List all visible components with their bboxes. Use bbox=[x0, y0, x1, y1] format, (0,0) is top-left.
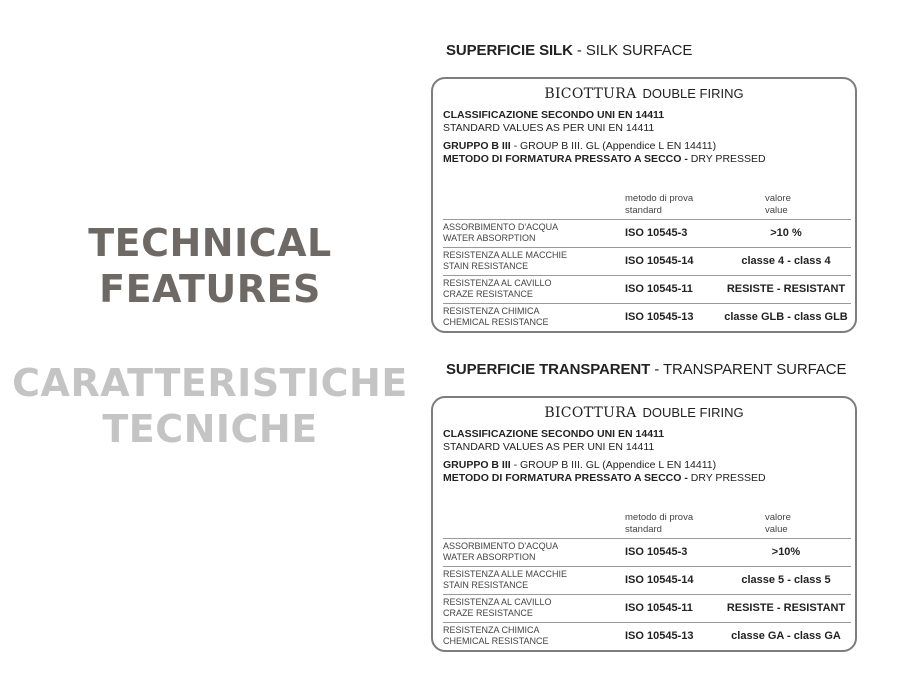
forming-method-label: METODO DI FORMATURA PRESSATO A SECCO - bbox=[443, 153, 688, 165]
row-value: classe GLB - class GLB bbox=[724, 311, 848, 323]
card-title bbox=[433, 404, 855, 422]
header-method bbox=[625, 512, 693, 536]
row-label-it: RESISTENZA AL CAVILLO bbox=[443, 597, 552, 607]
card-title-double-firing: DOUBLE FIRING bbox=[642, 405, 744, 420]
row-label-en: WATER ABSORPTION bbox=[443, 233, 536, 243]
method-line bbox=[443, 472, 845, 485]
card-title-bicottura: BICOTTURA bbox=[544, 405, 637, 421]
table-row bbox=[443, 594, 851, 622]
row-value: >10% bbox=[771, 546, 801, 558]
table-row bbox=[443, 622, 851, 650]
row-label-it: ASSORBIMENTO D'ACQUA bbox=[443, 541, 559, 551]
technical-features-line-2: FEATURES bbox=[99, 267, 321, 311]
silk-surface-heading bbox=[446, 42, 692, 59]
table-header bbox=[443, 191, 851, 219]
row-method: ISO 10545-14 bbox=[625, 574, 694, 586]
row-value: >10 % bbox=[770, 227, 802, 239]
caratteristiche-line-2: TECNICHE bbox=[102, 407, 318, 451]
row-label-it: RESISTENZA CHIMICA bbox=[443, 625, 540, 635]
row-label bbox=[443, 222, 558, 244]
technical-features-title bbox=[0, 220, 420, 312]
table-row bbox=[443, 275, 851, 303]
transparent-surface-heading bbox=[446, 361, 846, 378]
header-value-en: value bbox=[765, 205, 788, 216]
section-heading-bold: SUPERFICIE TRANSPARENT bbox=[446, 361, 651, 378]
table-row bbox=[443, 566, 851, 594]
header-method-it: metodo di prova bbox=[625, 512, 694, 523]
card-title bbox=[433, 85, 855, 103]
section-heading-bold: SUPERFICIE SILK bbox=[446, 42, 573, 59]
method-line bbox=[443, 153, 845, 166]
technical-features-line-1: TECHNICAL bbox=[88, 221, 332, 265]
header-value bbox=[765, 512, 791, 536]
row-label-it: RESISTENZA ALLE MACCHIE bbox=[443, 569, 568, 579]
header-method-en: standard bbox=[625, 205, 662, 216]
classification-title: CLASSIFICAZIONE SECONDO UNI EN 14411 bbox=[443, 109, 665, 121]
row-method: ISO 10545-3 bbox=[625, 227, 688, 239]
row-label-it: RESISTENZA AL CAVILLO bbox=[443, 278, 552, 288]
silk-surface-card bbox=[431, 77, 857, 333]
classification-block bbox=[433, 428, 855, 485]
caratteristiche-line-1: CARATTERISTICHE bbox=[12, 361, 408, 405]
card-title-double-firing: DOUBLE FIRING bbox=[642, 86, 744, 101]
header-value-en: value bbox=[765, 524, 788, 535]
row-label-en: CHEMICAL RESISTANCE bbox=[443, 317, 549, 327]
row-label-en: CHEMICAL RESISTANCE bbox=[443, 636, 549, 646]
caratteristiche-tecniche-title bbox=[0, 360, 420, 452]
forming-method-detail: DRY PRESSED bbox=[687, 472, 766, 484]
row-label-en: STAIN RESISTANCE bbox=[443, 261, 529, 271]
row-label-en: CRAZE RESISTANCE bbox=[443, 608, 533, 618]
row-value: classe GA - class GA bbox=[731, 630, 841, 642]
row-label bbox=[443, 597, 552, 619]
properties-table bbox=[443, 191, 851, 331]
row-label-en: STAIN RESISTANCE bbox=[443, 580, 529, 590]
row-value: RESISTE - RESISTANT bbox=[726, 602, 846, 614]
group-label: GRUPPO B III bbox=[443, 140, 511, 152]
table-row bbox=[443, 538, 851, 566]
section-heading-subtitle: - SILK SURFACE bbox=[572, 42, 693, 59]
row-label-it: ASSORBIMENTO D'ACQUA bbox=[443, 222, 559, 232]
row-method: ISO 10545-13 bbox=[625, 630, 694, 642]
row-label bbox=[443, 306, 549, 328]
row-method: ISO 10545-11 bbox=[625, 602, 693, 614]
row-label-it: RESISTENZA ALLE MACCHIE bbox=[443, 250, 568, 260]
forming-method-label: METODO DI FORMATURA PRESSATO A SECCO - bbox=[443, 472, 688, 484]
group-detail: - GROUP B III. GL (Appendice L EN 14411) bbox=[510, 459, 717, 471]
classification-block bbox=[433, 109, 855, 166]
properties-table bbox=[443, 510, 851, 650]
group-label: GRUPPO B III bbox=[443, 459, 511, 471]
classification-subtitle: STANDARD VALUES AS PER UNI EN 14411 bbox=[443, 122, 655, 134]
row-label bbox=[443, 278, 552, 300]
transparent-surface-card bbox=[431, 396, 857, 652]
group-line bbox=[443, 459, 845, 472]
row-label-en: CRAZE RESISTANCE bbox=[443, 289, 533, 299]
header-value-it: valore bbox=[765, 193, 791, 204]
row-label bbox=[443, 569, 567, 591]
table-row bbox=[443, 303, 851, 331]
group-line bbox=[443, 140, 845, 153]
row-method: ISO 10545-11 bbox=[625, 283, 693, 295]
row-method: ISO 10545-14 bbox=[625, 255, 694, 267]
forming-method-detail: DRY PRESSED bbox=[687, 153, 766, 165]
row-value: RESISTE - RESISTANT bbox=[726, 283, 846, 295]
row-label bbox=[443, 250, 567, 272]
section-heading-subtitle: - TRANSPARENT SURFACE bbox=[650, 361, 847, 378]
row-method: ISO 10545-3 bbox=[625, 546, 688, 558]
header-value-it: valore bbox=[765, 512, 791, 523]
row-value: classe 5 - class 5 bbox=[741, 574, 831, 586]
table-row bbox=[443, 247, 851, 275]
classification-subtitle: STANDARD VALUES AS PER UNI EN 14411 bbox=[443, 441, 655, 453]
header-method bbox=[625, 193, 693, 217]
row-label bbox=[443, 625, 549, 647]
group-detail: - GROUP B III. GL (Appendice L EN 14411) bbox=[510, 140, 717, 152]
header-method-en: standard bbox=[625, 524, 662, 535]
classification-title: CLASSIFICAZIONE SECONDO UNI EN 14411 bbox=[443, 428, 665, 440]
table-header bbox=[443, 510, 851, 538]
row-label bbox=[443, 541, 558, 563]
table-row bbox=[443, 219, 851, 247]
header-value bbox=[765, 193, 791, 217]
header-method-it: metodo di prova bbox=[625, 193, 694, 204]
row-label-it: RESISTENZA CHIMICA bbox=[443, 306, 540, 316]
row-value: classe 4 - class 4 bbox=[741, 255, 831, 267]
row-label-en: WATER ABSORPTION bbox=[443, 552, 536, 562]
card-title-bicottura: BICOTTURA bbox=[544, 86, 637, 102]
row-method: ISO 10545-13 bbox=[625, 311, 694, 323]
